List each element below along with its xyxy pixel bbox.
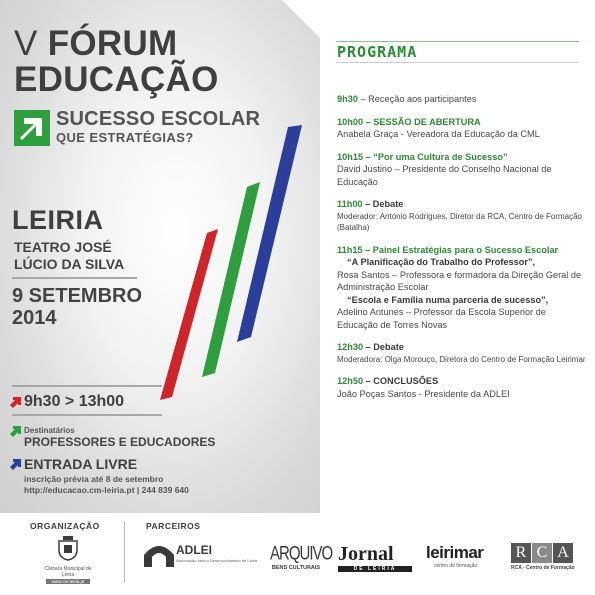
footer	[0, 513, 595, 595]
registration-contact[interactable]: http://educacao.cm-leiria.pt | 244 839 640	[24, 485, 189, 495]
event-date	[12, 285, 182, 329]
cml-url: www.cm-leiria.pt	[46, 579, 90, 584]
green-small-arrow-icon	[10, 426, 21, 437]
talk-title: “Escola e Família numa parceria de sucesso”,	[347, 294, 549, 305]
item-time: 9h30	[337, 94, 358, 104]
item-speaker: Moderadora: Olga Morouço, Diretora do Centro de Formação Leirimar	[337, 354, 586, 364]
jornal-logo	[338, 543, 412, 572]
talk-title: “A Planificação do Trabalho do Professor”,	[347, 257, 536, 267]
left-panel	[0, 0, 320, 513]
jornal-name: Jornal	[338, 543, 394, 565]
leirimar-logo	[426, 543, 506, 569]
programme-item	[337, 93, 587, 106]
item-title: 10h15 – “Por uma Cultura de Sucesso”	[337, 151, 508, 162]
footer-divider	[124, 521, 125, 583]
cml-crest-icon	[55, 535, 81, 561]
item-title: – CONCLUSÕES	[363, 376, 439, 386]
cml-name: Câmara Municipal de Leiria	[44, 566, 92, 578]
rca-logo	[511, 543, 577, 571]
adlei-name: ADLEI	[176, 543, 212, 557]
date-line-1: 9 SETEMBRO	[12, 285, 143, 307]
event-title	[14, 26, 219, 98]
talk-speaker: Rosa Santos – Professora e formadora da Direção Geral de Administração Escolar	[337, 269, 582, 292]
corner-fold	[282, 0, 320, 38]
blue-arrow-icon	[10, 459, 21, 470]
organization-label: ORGANIZAÇÃO	[30, 521, 100, 531]
arquivo-logo	[270, 542, 333, 571]
programme-item	[337, 375, 587, 400]
green-arrow-icon	[14, 110, 50, 146]
audience: PROFESSORES E EDUCADORES	[24, 435, 216, 449]
divider	[12, 385, 162, 387]
programme-item	[337, 341, 587, 365]
jornal-tagline: DE LEIRIA	[338, 566, 412, 572]
programme-item	[337, 116, 587, 141]
programa-top-rule	[336, 41, 579, 42]
venue-line-1: TEATRO JOSÉ	[14, 239, 112, 255]
venue-line-2: LÚCIO DA SILVA	[14, 256, 125, 272]
programa-bottom-rule	[336, 62, 579, 63]
item-time: 11h15	[337, 244, 363, 255]
arquivo-tagline: BENS CULTURAIS	[271, 565, 321, 571]
title-line-1: FÓRUM	[47, 24, 178, 63]
programa-title: PROGRAMA	[337, 43, 418, 61]
title-roman-numeral: V	[14, 24, 38, 63]
item-title: 10h00 – SESSÃO DE ABERTURA	[337, 116, 481, 127]
item-title: – Painel Estratégias para o Sucesso Escolar	[362, 244, 559, 255]
item-title: – Debate	[362, 199, 404, 209]
adlei-tagline: Associação para o Desenvolvimento de Leiria	[176, 558, 258, 563]
audience-label: Destinatários	[24, 426, 75, 435]
rca-tagline: RCA - Centro de Formação	[511, 565, 575, 571]
item-speaker: David Justino – Presidente do Conselho Nacional de Educação	[337, 164, 552, 187]
item-speaker: Moderador: António Rodrigues, Diretor da RCA, Centro de Formação (Batalha)	[337, 211, 583, 232]
item-time: 12h30	[337, 342, 364, 352]
programme-list	[337, 93, 587, 410]
event-time: 9h30 > 13h00	[24, 393, 125, 410]
programme-item	[337, 198, 587, 234]
item-title: – Debate	[363, 342, 404, 352]
leirimar-tagline: centro de formação	[434, 563, 478, 569]
partners-label: PARCEIROS	[146, 521, 201, 531]
talk-speaker: Adelino Antunes – Professor da Escola Superior de Educação de Torres Novas	[337, 307, 546, 330]
rca-letters: R C A	[511, 543, 577, 563]
cml-logo	[38, 535, 98, 584]
divider	[12, 277, 137, 279]
venue	[14, 239, 144, 273]
item-time: 12h50	[337, 376, 364, 386]
tricolor-stripes-graphic	[130, 125, 305, 405]
title-line-2: EDUCAÇÃO	[14, 60, 219, 99]
subtitle: SUCESSO ESCOLAR	[56, 108, 261, 130]
item-speaker: João Poças Santos - Presidente da ADLEI	[337, 388, 510, 399]
subtitle-question: QUE ESTRATÉGIAS?	[56, 130, 194, 145]
arquivo-name: ARQUIVO	[270, 542, 333, 565]
programme-item	[337, 151, 587, 189]
city: LEIRIA	[12, 205, 104, 235]
programme-item	[337, 244, 587, 332]
item-speaker: Anabela Graça - Vereadora da Educação da CML	[337, 129, 540, 139]
item-title: – Receção aos participantes	[357, 94, 477, 104]
adlei-arch-icon	[144, 543, 174, 567]
date-line-2: 2014	[12, 307, 57, 329]
free-entry: ENTRADA LIVRE	[24, 456, 138, 472]
leirimar-name: leirimar	[426, 543, 484, 562]
red-arrow-icon	[10, 397, 21, 408]
item-time: 11h00	[337, 199, 363, 209]
divider	[12, 414, 162, 416]
registration-note: inscrição prévia até 8 de setembro	[24, 474, 164, 484]
